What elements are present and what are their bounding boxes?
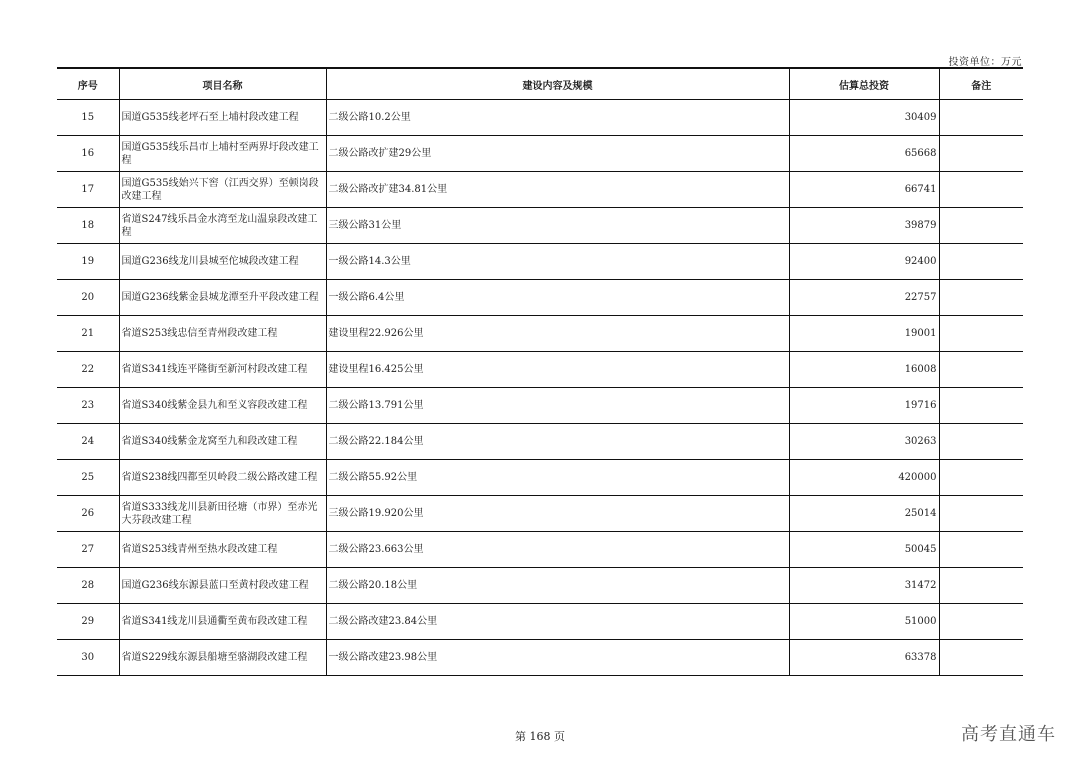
cell-project-name: 国道G535线始兴下窖（江西交界）至顿岗段改建工程 [119,172,326,208]
cell-project-name: 省道S238线四都至贝岭段二级公路改建工程 [119,460,326,496]
cell-index: 17 [57,172,119,208]
cell-construction-scale: 二级公路22.184公里 [326,424,789,460]
cell-total-investment: 25014 [789,496,939,532]
cell-remark [939,244,1023,280]
cell-index: 29 [57,604,119,640]
table-row [57,604,1023,640]
cell-project-name: 省道S340线紫金龙窝至九和段改建工程 [119,424,326,460]
table-row [57,532,1023,568]
cell-project-name: 省道S341线连平隆街至新河村段改建工程 [119,352,326,388]
cell-construction-scale: 二级公路改扩建29公里 [326,136,789,172]
cell-project-name: 国道G236线龙川县城至佗城段改建工程 [119,244,326,280]
cell-index: 24 [57,424,119,460]
cell-project-name: 省道S253线忠信至青州段改建工程 [119,316,326,352]
cell-remark [939,640,1023,676]
cell-construction-scale: 二级公路10.2公里 [326,100,789,136]
header-total-investment: 估算总投资 [789,68,939,100]
cell-index: 15 [57,100,119,136]
table-row [57,172,1023,208]
table-row [57,100,1023,136]
cell-total-investment: 65668 [789,136,939,172]
cell-project-name: 省道S333线龙川县新田径塘（市界）至赤光大芬段改建工程 [119,496,326,532]
cell-remark [939,604,1023,640]
cell-index: 20 [57,280,119,316]
table-row [57,460,1023,496]
table-row [57,208,1023,244]
cell-index: 28 [57,568,119,604]
cell-project-name: 省道S229线东源县船塘至骆湖段改建工程 [119,640,326,676]
table-row [57,496,1023,532]
cell-construction-scale: 建设里程16.425公里 [326,352,789,388]
cell-remark [939,352,1023,388]
cell-total-investment: 16008 [789,352,939,388]
cell-construction-scale: 一级公路6.4公里 [326,280,789,316]
cell-index: 16 [57,136,119,172]
cell-project-name: 省道S341线龙川县通衢至黄布段改建工程 [119,604,326,640]
cell-index: 27 [57,532,119,568]
cell-remark [939,136,1023,172]
cell-remark [939,532,1023,568]
investment-unit-note: 投资单位：万元 [948,57,1022,68]
cell-project-name: 国道G236线紫金县城龙潭至升平段改建工程 [119,280,326,316]
cell-project-name: 省道S247线乐昌金水湾至龙山温泉段改建工程 [119,208,326,244]
table-row [57,352,1023,388]
cell-index: 22 [57,352,119,388]
table-row [57,244,1023,280]
cell-index: 23 [57,388,119,424]
header-remark: 备注 [939,68,1023,100]
cell-construction-scale: 二级公路改扩建34.81公里 [326,172,789,208]
cell-total-investment: 39879 [789,208,939,244]
cell-construction-scale: 三级公路19.920公里 [326,496,789,532]
table-row [57,424,1023,460]
cell-project-name: 国道G535线乐昌市上埔村至两界圩段改建工程 [119,136,326,172]
cell-remark [939,208,1023,244]
cell-project-name: 国道G236线东源县蓝口至黄村段改建工程 [119,568,326,604]
cell-remark [939,460,1023,496]
cell-remark [939,316,1023,352]
cell-construction-scale: 二级公路改建23.84公里 [326,604,789,640]
cell-construction-scale: 二级公路55.92公里 [326,460,789,496]
header-project-name: 项目名称 [119,68,326,100]
cell-remark [939,280,1023,316]
cell-total-investment: 19716 [789,388,939,424]
cell-construction-scale: 三级公路31公里 [326,208,789,244]
cell-remark [939,496,1023,532]
cell-total-investment: 66741 [789,172,939,208]
table-row [57,568,1023,604]
cell-total-investment: 420000 [789,460,939,496]
cell-remark [939,388,1023,424]
cell-construction-scale: 一级公路改建23.98公里 [326,640,789,676]
cell-total-investment: 30409 [789,100,939,136]
cell-total-investment: 92400 [789,244,939,280]
cell-construction-scale: 二级公路20.18公里 [326,568,789,604]
table-row [57,640,1023,676]
cell-remark [939,172,1023,208]
cell-project-name: 省道S253线青州至热水段改建工程 [119,532,326,568]
cell-index: 26 [57,496,119,532]
cell-index: 18 [57,208,119,244]
cell-construction-scale: 二级公路23.663公里 [326,532,789,568]
watermark-text: 高考直通车 [961,724,1056,745]
cell-project-name: 国道G535线老坪石至上埔村段改建工程 [119,100,326,136]
table-row [57,316,1023,352]
cell-total-investment: 22757 [789,280,939,316]
table-row [57,280,1023,316]
cell-remark [939,568,1023,604]
cell-total-investment: 19001 [789,316,939,352]
cell-construction-scale: 建设里程22.926公里 [326,316,789,352]
cell-construction-scale: 一级公路14.3公里 [326,244,789,280]
project-table [57,67,1023,676]
cell-total-investment: 30263 [789,424,939,460]
header-construction-scale: 建设内容及规模 [326,68,789,100]
cell-project-name: 省道S340线紫金县九和至义容段改建工程 [119,388,326,424]
header-index: 序号 [57,68,119,100]
table-header-row [57,68,1023,100]
cell-total-investment: 51000 [789,604,939,640]
page-number: 第 168 页 [515,730,565,743]
cell-remark [939,424,1023,460]
cell-construction-scale: 二级公路13.791公里 [326,388,789,424]
cell-index: 30 [57,640,119,676]
table-row [57,388,1023,424]
cell-remark [939,100,1023,136]
cell-index: 19 [57,244,119,280]
cell-index: 21 [57,316,119,352]
cell-total-investment: 31472 [789,568,939,604]
cell-total-investment: 50045 [789,532,939,568]
cell-total-investment: 63378 [789,640,939,676]
table-row [57,136,1023,172]
cell-index: 25 [57,460,119,496]
